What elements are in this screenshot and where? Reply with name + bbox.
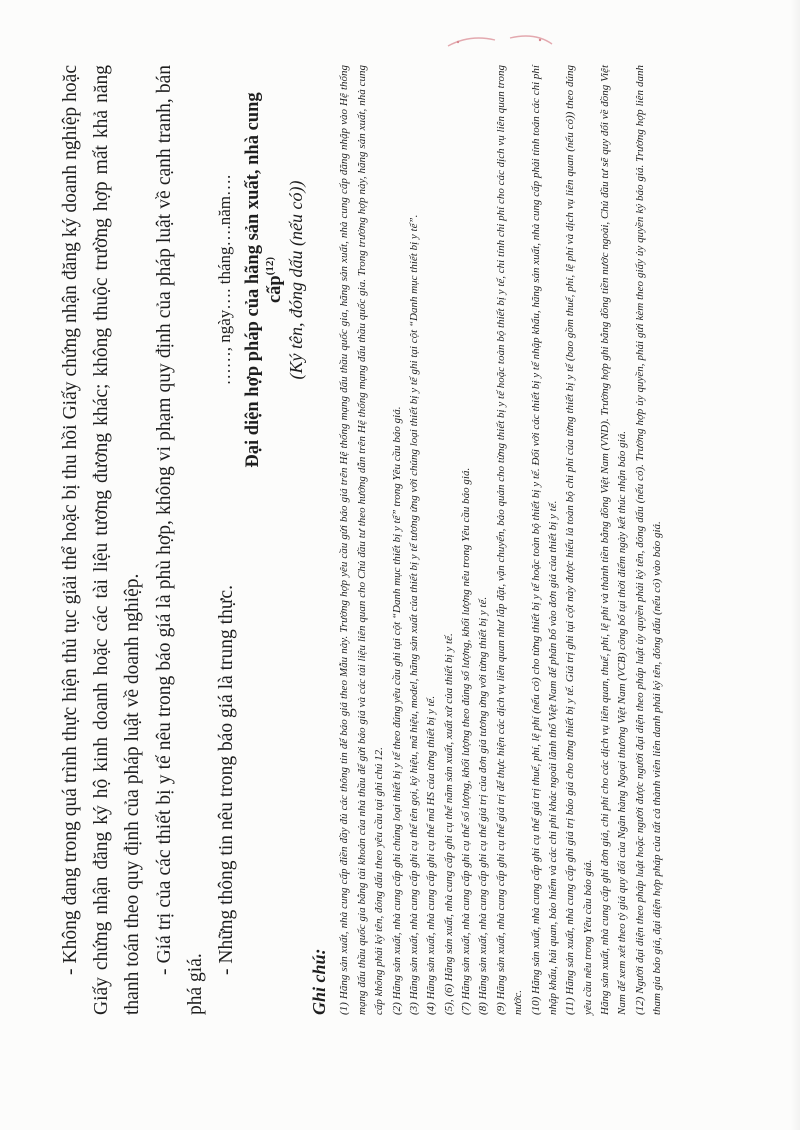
signature-title-text: Đại diện hợp pháp của hãng sản xuất, nhà cung cấp xyxy=(243,92,286,468)
note-item: (7) Hãng sản xuất, nhà cung cấp ghi cụ thể số lượng, khối lượng theo đúng số lượng, khối lượng nêu trong Yêu cầu báo giá. xyxy=(460,467,473,1015)
commitment-paragraph-2: - Giá trị của các thiết bị y tế nêu trong báo giá là phù hợp, không vi phạm quy định của pháp luật về cạnh tranh, bán phá giá. xyxy=(153,65,206,1015)
note-item: (2) Hãng sản xuất, nhà cung cấp ghi chủng loại thiết bị y tế theo đúng yêu cầu ghi tại cột “Danh mục thiết bị y tế” trong Yêu cầu báo giá. xyxy=(390,406,403,1015)
signature-title xyxy=(243,70,286,490)
note-item: (4) Hãng sản xuất, nhà cung cấp ghi cụ thể mã HS của từng thiết bị y tế. xyxy=(425,695,438,1015)
signature-title-note: (12) xyxy=(264,256,276,276)
note-item: Hãng sản xuất, nhà cung cấp ghi đơn giá, chi phí cho các dịch vụ liên quan, thuế, phí, lệ phí và thành tiền bằng đồng Việt Nam (VND). Trường hợp ghi bằng đồng tiền nước ngoài, Chủ đầu tư sẽ quy đổi về đồng Việt Nam để xem xét theo tỷ giá quy đổi của Ngân hàng Ngoại thương Việt Nam (VCB) công bố tại thời điểm ngày kết thúc nhận báo giá. xyxy=(599,65,629,1015)
commitment-paragraph-3: - Những thông tin nêu trong báo giá là trung thực. xyxy=(215,585,237,975)
note-item: (10) Hãng sản xuất, nhà cung cấp ghi cụ thể giá trị thuế, phí, lệ phí (nếu có) cho từng thiết bị y tế hoặc toàn bộ thiết bị y tế. Đối với các thiết bị y tế nhập khẩu, hãng sản xuất, nhà cung cấp phải tính toán các chi phí nhập khẩu, hải quan, bảo hiểm và các chi phí khác ngoài lãnh thổ Việt Nam để phân bổ vào đơn giá của thiết bị y tế. xyxy=(529,65,559,1015)
signature-block xyxy=(215,70,307,490)
note-item: (11) Hãng sản xuất, nhà cung cấp ghi giá trị báo giá cho từng thiết bị y tế. Giá trị ghi tại cột này được hiểu là toàn bộ chi phí của từng thiết bị y tế (bao gồm thuế, phí, lệ phí và dịch vụ liên quan (nếu có)) theo đúng yêu cầu nêu trong Yêu cầu báo giá. xyxy=(564,65,594,1015)
scan-edge xyxy=(790,0,800,1130)
commitment-paragraph-1: - Không đang trong quá trình thực hiện thủ tục giải thể hoặc bị thu hồi Giấy chứng nhận đăng ký doanh nghiệp hoặc Giấy chứng nhận đăng ký hộ kinh doanh hoặc các tài liệu tương đương khác; không thuộc trường hợp mất khả năng thanh toán theo quy định của pháp luật về doanh nghiệp. xyxy=(60,65,144,1015)
note-item: (12) Người đại diện theo pháp luật hoặc người được người đại diện theo pháp luật ủy quyền phải ký tên, đóng dấu (nếu có). Trường hợp ủy quyền, phải gửi kèm theo giấy ủy quyền ký báo giá. Trường hợp liên danh tham gia báo giá, đại diện hợp pháp của tất cả thành viên liên danh phải ký tên, đóng dấu (nếu có) vào báo giá. xyxy=(633,65,664,1015)
note-item: (5), (6) Hãng sản xuất, nhà cung cấp ghi cụ thể năm sản xuất, xuất xứ của thiết bị y tế. xyxy=(442,633,455,1015)
notes-section xyxy=(305,65,667,1015)
note-item: (3) Hãng sản xuất, nhà cung cấp ghi cụ thể tên gọi, ký hiệu, mã hiệu, model, hãng sản xuất của thiết bị y tế tương ứng với chủng loại thiết bị y tế ghi tại cột “Danh mục thiết bị y tế”. xyxy=(407,214,420,1015)
date-line: ……, ngày…. tháng….năm…. xyxy=(215,174,234,386)
note-item: (8) Hãng sản xuất, nhà cung cấp ghi cụ thể giá trị của đơn giá tương ứng với từng thiết bị y tế. xyxy=(477,596,490,1015)
notes-heading: Ghi chú: xyxy=(309,948,329,1015)
signature-subtitle: (Ký tên, đóng dấu (nếu có)) xyxy=(286,180,307,380)
red-stamp-mark xyxy=(440,28,560,62)
note-item: (1) Hãng sản xuất, nhà cung cấp điền đầy đủ các thông tin để báo giá theo Mẫu này. Trường hợp yêu cầu gửi báo giá trên Hệ thống mạng đấu thầu quốc gia, hãng sản xuất, nhà cung cấp đăng nhập vào Hệ thống mạng đấu thầu quốc gia bằng tài khoản của nhà thầu để gửi báo giá và các tài liệu liên quan cho Chủ đầu tư theo hướng dẫn trên Hệ thống mạng đấu thầu quốc gia. Trong trường hợp này, hãng sản xuất, nhà cung cấp không phải ký tên, đóng dấu theo yêu cầu tại ghi chú 12. xyxy=(338,65,386,1015)
note-item: (9) Hãng sản xuất, nhà cung cấp ghi cụ thể giá trị để thực hiện các dịch vụ liên quan như lắp đặt, vận chuyển, bảo quản cho từng thiết bị y tế hoặc toàn bộ thiết bị y tế, chi tính chi phí cho các dịch vụ liên quan trong nước. xyxy=(494,65,525,1015)
